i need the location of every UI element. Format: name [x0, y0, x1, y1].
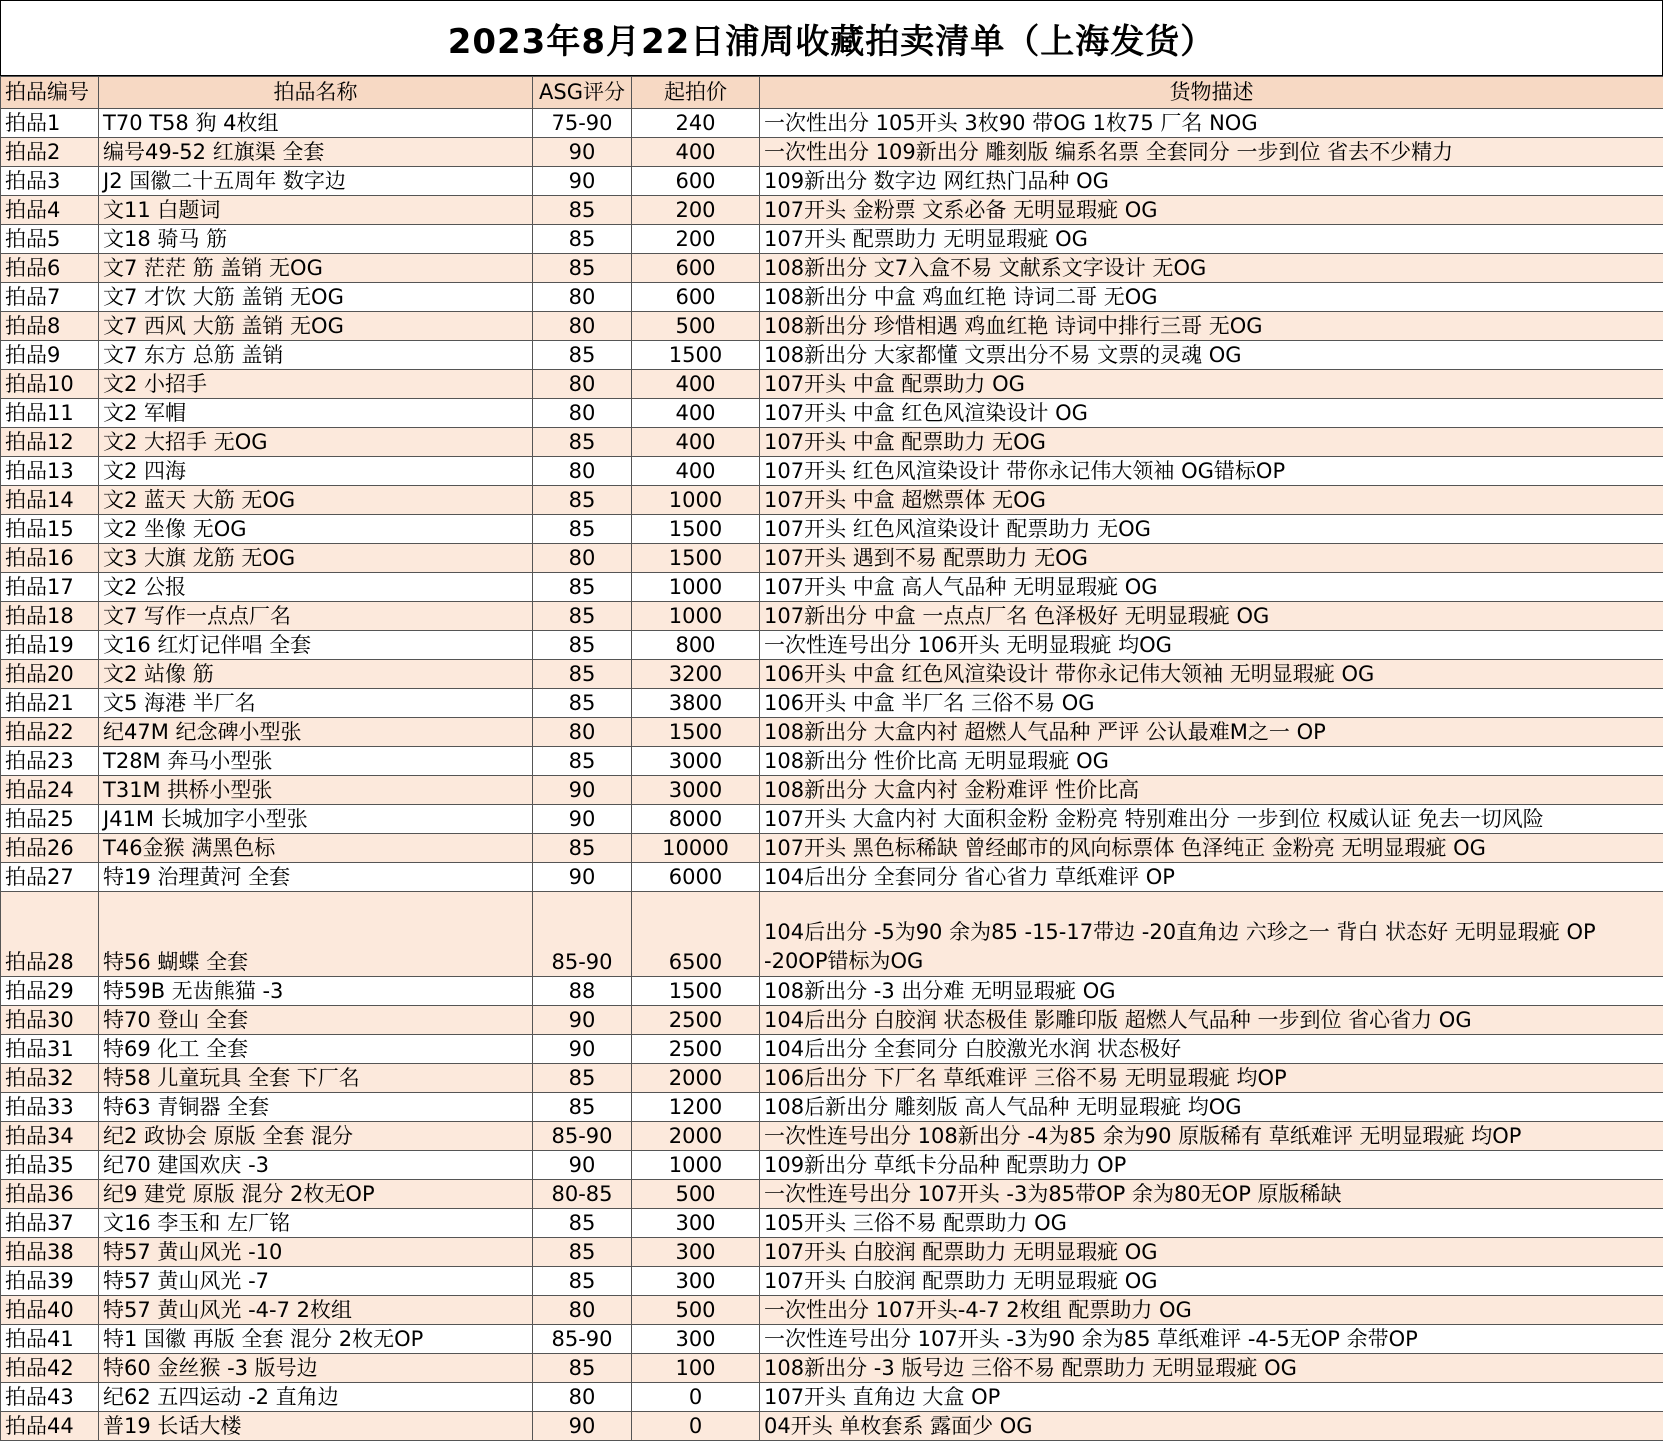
- cell-lot-name[interactable]: 特19 治理黄河 全套: [99, 863, 533, 892]
- cell-description[interactable]: 107开头 中盒 高人气品种 无明显瑕疵 OG: [760, 573, 1663, 602]
- cell-lot-number[interactable]: 拍品10: [1, 370, 99, 399]
- cell-lot-name[interactable]: 特1 国徽 再版 全套 混分 2枚无OP: [99, 1325, 533, 1354]
- cell-lot-name[interactable]: 特70 登山 全套: [99, 1006, 533, 1035]
- table-row: [1, 196, 1663, 225]
- table-row: [1, 1296, 1663, 1325]
- table-row: [1, 544, 1663, 573]
- cell-lot-name[interactable]: 文7 茫茫 筋 盖销 无OG: [99, 254, 533, 283]
- table-row: [1, 776, 1663, 805]
- cell-asg-score[interactable]: 85: [533, 341, 632, 370]
- table-row: [1, 1238, 1663, 1267]
- cell-start-price[interactable]: 240: [632, 109, 760, 138]
- table-row: [1, 283, 1663, 312]
- cell-lot-name[interactable]: 特63 青铜器 全套: [99, 1093, 533, 1122]
- cell-asg-score[interactable]: 80: [533, 544, 632, 573]
- cell-lot-name[interactable]: 纪70 建国欢庆 -3: [99, 1151, 533, 1180]
- cell-lot-number[interactable]: 拍品20: [1, 660, 99, 689]
- cell-start-price[interactable]: 400: [632, 138, 760, 167]
- table-row: [1, 428, 1663, 457]
- cell-lot-number[interactable]: 拍品34: [1, 1122, 99, 1151]
- table-row: [1, 805, 1663, 834]
- cell-start-price[interactable]: 600: [632, 167, 760, 196]
- cell-start-price[interactable]: 400: [632, 428, 760, 457]
- cell-lot-number[interactable]: 拍品29: [1, 977, 99, 1006]
- cell-lot-name[interactable]: J41M 长城加字小型张: [99, 805, 533, 834]
- cell-start-price[interactable]: 500: [632, 1296, 760, 1325]
- cell-lot-name[interactable]: 特59B 无齿熊猫 -3: [99, 977, 533, 1006]
- table-row: [1, 312, 1663, 341]
- cell-lot-name[interactable]: 文5 海港 半厂名: [99, 689, 533, 718]
- cell-start-price[interactable]: 400: [632, 370, 760, 399]
- cell-start-price[interactable]: 6000: [632, 863, 760, 892]
- cell-asg-score[interactable]: 85: [533, 834, 632, 863]
- table-row: [1, 1006, 1663, 1035]
- cell-description[interactable]: 108新出分 大盒内衬 金粉难评 性价比高: [760, 776, 1663, 805]
- cell-start-price[interactable]: 1000: [632, 486, 760, 515]
- cell-asg-score[interactable]: 75-90: [533, 109, 632, 138]
- cell-lot-number[interactable]: 拍品17: [1, 573, 99, 602]
- table-row: [1, 399, 1663, 428]
- table-row: [1, 602, 1663, 631]
- cell-lot-number[interactable]: 拍品23: [1, 747, 99, 776]
- cell-asg-score[interactable]: 90: [533, 167, 632, 196]
- cell-start-price[interactable]: 0: [632, 1412, 760, 1441]
- cell-description[interactable]: 104后出分 白胶润 状态极佳 影雕印版 超燃人气品种 一步到位 省心省力 OG: [760, 1006, 1663, 1035]
- cell-lot-name[interactable]: 特57 黄山风光 -7: [99, 1267, 533, 1296]
- cell-start-price[interactable]: 300: [632, 1209, 760, 1238]
- table-row: [1, 486, 1663, 515]
- cell-start-price[interactable]: 1500: [632, 718, 760, 747]
- cell-description[interactable]: 108新出分 大盒内衬 超燃人气品种 严评 公认最难M之一 OP: [760, 718, 1663, 747]
- cell-lot-name[interactable]: 文16 李玉和 左厂铭: [99, 1209, 533, 1238]
- cell-lot-number[interactable]: 拍品41: [1, 1325, 99, 1354]
- cell-start-price[interactable]: 300: [632, 1238, 760, 1267]
- cell-asg-score[interactable]: 90: [533, 1006, 632, 1035]
- table-row: [1, 138, 1663, 167]
- cell-description[interactable]: 107开头 中盒 超燃票体 无OG: [760, 486, 1663, 515]
- cell-description[interactable]: 109新出分 数字边 网红热门品种 OG: [760, 167, 1663, 196]
- table-row: [1, 370, 1663, 399]
- table-row: [1, 1035, 1663, 1064]
- cell-description[interactable]: 108新出分 大家都懂 文票出分不易 文票的灵魂 OG: [760, 341, 1663, 370]
- table-row: [1, 977, 1663, 1006]
- description-line: -20OP错标为OG: [764, 949, 924, 973]
- table-row: [1, 1093, 1663, 1122]
- cell-asg-score[interactable]: 80: [533, 370, 632, 399]
- cell-lot-number[interactable]: 拍品9: [1, 341, 99, 370]
- table-row: [1, 892, 1663, 977]
- cell-asg-score[interactable]: 85: [533, 602, 632, 631]
- cell-description[interactable]: 一次性出分 107开头-4-7 2枚组 配票助力 OG: [760, 1296, 1663, 1325]
- cell-lot-number[interactable]: 拍品22: [1, 718, 99, 747]
- description-line: 104后出分 -5为90 余为85 -15-17带边 -20直角边 六珍之一 背白 状态好 无明显瑕疵 OP: [764, 920, 1596, 944]
- table-row: [1, 834, 1663, 863]
- cell-start-price[interactable]: 3000: [632, 747, 760, 776]
- cell-asg-score[interactable]: 80-85: [533, 1180, 632, 1209]
- cell-lot-name[interactable]: 特69 化工 全套: [99, 1035, 533, 1064]
- table-row: [1, 1209, 1663, 1238]
- table-row: [1, 1151, 1663, 1180]
- cell-lot-number[interactable]: 拍品12: [1, 428, 99, 457]
- cell-asg-score[interactable]: 90: [533, 1151, 632, 1180]
- cell-lot-name[interactable]: 纪47M 纪念碑小型张: [99, 718, 533, 747]
- cell-description[interactable]: 106开头 中盒 红色风渲染设计 带你永记伟大领袖 无明显瑕疵 OG: [760, 660, 1663, 689]
- cell-start-price[interactable]: 500: [632, 312, 760, 341]
- header-start-price[interactable]: 起拍价: [632, 77, 760, 109]
- cell-lot-name[interactable]: 特57 黄山风光 -4-7 2枚组: [99, 1296, 533, 1325]
- table-row: [1, 225, 1663, 254]
- header-asg-score[interactable]: ASG评分: [533, 77, 632, 109]
- cell-lot-number[interactable]: 拍品26: [1, 834, 99, 863]
- cell-lot-name[interactable]: 纪2 政协会 原版 全套 混分: [99, 1122, 533, 1151]
- cell-asg-score[interactable]: 85: [533, 1238, 632, 1267]
- cell-lot-number[interactable]: 拍品3: [1, 167, 99, 196]
- cell-asg-score[interactable]: 85: [533, 225, 632, 254]
- table-row: [1, 863, 1663, 892]
- cell-start-price[interactable]: 2000: [632, 1064, 760, 1093]
- cell-description[interactable]: [760, 892, 1663, 977]
- cell-lot-number[interactable]: 拍品42: [1, 1354, 99, 1383]
- cell-asg-score[interactable]: 90: [533, 805, 632, 834]
- cell-lot-number[interactable]: 拍品2: [1, 138, 99, 167]
- cell-lot-name[interactable]: T70 T58 狗 4枚组: [99, 109, 533, 138]
- table-row: [1, 660, 1663, 689]
- cell-start-price[interactable]: 1000: [632, 573, 760, 602]
- cell-lot-name[interactable]: 文2 小招手: [99, 370, 533, 399]
- cell-lot-number[interactable]: 拍品14: [1, 486, 99, 515]
- cell-lot-number[interactable]: 拍品8: [1, 312, 99, 341]
- header-lot-number[interactable]: 拍品编号: [1, 77, 99, 109]
- header-lot-name[interactable]: 拍品名称: [99, 77, 533, 109]
- cell-asg-score[interactable]: 90: [533, 863, 632, 892]
- cell-lot-name[interactable]: 文18 骑马 筋: [99, 225, 533, 254]
- cell-asg-score[interactable]: 85: [533, 689, 632, 718]
- table-row: [1, 689, 1663, 718]
- cell-description[interactable]: 108后新出分 雕刻版 高人气品种 无明显瑕疵 均OG: [760, 1093, 1663, 1122]
- cell-description[interactable]: 04开头 单枚套系 露面少 OG: [760, 1412, 1663, 1441]
- cell-description[interactable]: 108新出分 -3 出分难 无明显瑕疵 OG: [760, 977, 1663, 1006]
- cell-lot-number[interactable]: 拍品31: [1, 1035, 99, 1064]
- cell-description[interactable]: 107开头 大盒内衬 大面积金粉 金粉亮 特别难出分 一步到位 权威认证 免去一切风险: [760, 805, 1663, 834]
- cell-asg-score[interactable]: 88: [533, 977, 632, 1006]
- cell-start-price[interactable]: 2500: [632, 1006, 760, 1035]
- cell-asg-score[interactable]: 85: [533, 428, 632, 457]
- cell-asg-score[interactable]: 85: [533, 515, 632, 544]
- cell-description[interactable]: 108新出分 -3 版号边 三俗不易 配票助力 无明显瑕疵 OG: [760, 1354, 1663, 1383]
- cell-description[interactable]: 107开头 红色风渲染设计 配票助力 无OG: [760, 515, 1663, 544]
- cell-lot-number[interactable]: 拍品25: [1, 805, 99, 834]
- table-row: [1, 1412, 1663, 1441]
- cell-lot-number[interactable]: 拍品36: [1, 1180, 99, 1209]
- cell-start-price[interactable]: 0: [632, 1383, 760, 1412]
- cell-asg-score[interactable]: 80: [533, 399, 632, 428]
- cell-lot-number[interactable]: 拍品5: [1, 225, 99, 254]
- table-row: [1, 1325, 1663, 1354]
- cell-start-price[interactable]: 2500: [632, 1035, 760, 1064]
- cell-lot-number[interactable]: 拍品13: [1, 457, 99, 486]
- cell-lot-number[interactable]: 拍品38: [1, 1238, 99, 1267]
- cell-description[interactable]: 一次性出分 105开头 3枚90 带OG 1枚75 厂名 NOG: [760, 109, 1663, 138]
- cell-asg-score[interactable]: 85: [533, 1093, 632, 1122]
- cell-asg-score[interactable]: 90: [533, 1035, 632, 1064]
- cell-lot-name[interactable]: 特57 黄山风光 -10: [99, 1238, 533, 1267]
- cell-lot-number[interactable]: 拍品27: [1, 863, 99, 892]
- cell-lot-number[interactable]: 拍品6: [1, 254, 99, 283]
- cell-lot-name[interactable]: 文7 才饮 大筋 盖销 无OG: [99, 283, 533, 312]
- cell-asg-score[interactable]: 80: [533, 1383, 632, 1412]
- cell-lot-name[interactable]: 编号49-52 红旗渠 全套: [99, 138, 533, 167]
- sheet-title: 2023年8月22日浦周收藏拍卖清单（上海发货）: [0, 0, 1663, 76]
- cell-description[interactable]: 108新出分 文7入盒不易 文献系文字设计 无OG: [760, 254, 1663, 283]
- cell-description[interactable]: 107开头 遇到不易 配票助力 无OG: [760, 544, 1663, 573]
- cell-lot-number[interactable]: 拍品44: [1, 1412, 99, 1441]
- cell-lot-name[interactable]: J2 国徽二十五周年 数字边: [99, 167, 533, 196]
- cell-description[interactable]: 104后出分 全套同分 省心省力 草纸难评 OP: [760, 863, 1663, 892]
- cell-lot-number[interactable]: 拍品7: [1, 283, 99, 312]
- cell-asg-score[interactable]: 85: [533, 1267, 632, 1296]
- table-row: [1, 573, 1663, 602]
- header-description[interactable]: 货物描述: [760, 77, 1663, 109]
- cell-description[interactable]: 105开头 三俗不易 配票助力 OG: [760, 1209, 1663, 1238]
- cell-asg-score[interactable]: 85-90: [533, 892, 632, 977]
- cell-start-price[interactable]: 1500: [632, 515, 760, 544]
- cell-lot-number[interactable]: 拍品1: [1, 109, 99, 138]
- table-row: [1, 341, 1663, 370]
- cell-asg-score[interactable]: 85: [533, 1354, 632, 1383]
- cell-lot-name[interactable]: 文7 西风 大筋 盖销 无OG: [99, 312, 533, 341]
- cell-start-price[interactable]: 100: [632, 1354, 760, 1383]
- cell-lot-number[interactable]: 拍品39: [1, 1267, 99, 1296]
- cell-asg-score[interactable]: 80: [533, 457, 632, 486]
- cell-start-price[interactable]: 1200: [632, 1093, 760, 1122]
- table-row: [1, 254, 1663, 283]
- cell-asg-score[interactable]: 85: [533, 660, 632, 689]
- table-row: [1, 457, 1663, 486]
- cell-start-price[interactable]: 2000: [632, 1122, 760, 1151]
- table-row: [1, 167, 1663, 196]
- cell-lot-number[interactable]: 拍品40: [1, 1296, 99, 1325]
- cell-start-price[interactable]: 1500: [632, 341, 760, 370]
- cell-start-price[interactable]: 8000: [632, 805, 760, 834]
- table-row: [1, 109, 1663, 138]
- cell-start-price[interactable]: 300: [632, 1267, 760, 1296]
- cell-start-price[interactable]: 200: [632, 225, 760, 254]
- cell-lot-number[interactable]: 拍品18: [1, 602, 99, 631]
- table-row: [1, 631, 1663, 660]
- cell-description[interactable]: 109新出分 草纸卡分品种 配票助力 OP: [760, 1151, 1663, 1180]
- cell-lot-name[interactable]: 纪9 建党 原版 混分 2枚无OP: [99, 1180, 533, 1209]
- cell-lot-name[interactable]: 文3 大旗 龙筋 无OG: [99, 544, 533, 573]
- cell-lot-number[interactable]: 拍品28: [1, 892, 99, 977]
- cell-lot-name[interactable]: T46金猴 满黑色标: [99, 834, 533, 863]
- cell-start-price[interactable]: 500: [632, 1180, 760, 1209]
- cell-lot-number[interactable]: 拍品15: [1, 515, 99, 544]
- cell-lot-name[interactable]: 文11 白题词: [99, 196, 533, 225]
- table-row: [1, 1267, 1663, 1296]
- cell-start-price[interactable]: 400: [632, 457, 760, 486]
- cell-start-price[interactable]: 800: [632, 631, 760, 660]
- auction-table: [0, 76, 1663, 1441]
- cell-asg-score[interactable]: 85-90: [533, 1325, 632, 1354]
- cell-asg-score[interactable]: 85: [533, 1064, 632, 1093]
- cell-description[interactable]: 一次性连号出分 107开头 -3为90 余为85 草纸难评 -4-5无OP 余带OP: [760, 1325, 1663, 1354]
- cell-lot-number[interactable]: 拍品4: [1, 196, 99, 225]
- cell-start-price[interactable]: 1500: [632, 977, 760, 1006]
- cell-asg-score[interactable]: 85: [533, 631, 632, 660]
- cell-asg-score[interactable]: 80: [533, 1296, 632, 1325]
- header-row: [1, 77, 1663, 109]
- cell-lot-number[interactable]: 拍品35: [1, 1151, 99, 1180]
- cell-start-price[interactable]: 400: [632, 399, 760, 428]
- cell-lot-number[interactable]: 拍品21: [1, 689, 99, 718]
- cell-lot-number[interactable]: 拍品37: [1, 1209, 99, 1238]
- table-row: [1, 718, 1663, 747]
- cell-description[interactable]: 107开头 配票助力 无明显瑕疵 OG: [760, 225, 1663, 254]
- cell-lot-name[interactable]: 文2 大招手 无OG: [99, 428, 533, 457]
- table-row: [1, 515, 1663, 544]
- cell-asg-score[interactable]: 85: [533, 486, 632, 515]
- cell-description[interactable]: 106开头 中盒 半厂名 三俗不易 OG: [760, 689, 1663, 718]
- cell-start-price[interactable]: 3800: [632, 689, 760, 718]
- cell-lot-number[interactable]: 拍品24: [1, 776, 99, 805]
- cell-asg-score[interactable]: 85: [533, 747, 632, 776]
- cell-start-price[interactable]: 6500: [632, 892, 760, 977]
- cell-lot-number[interactable]: 拍品43: [1, 1383, 99, 1412]
- cell-start-price[interactable]: 1500: [632, 544, 760, 573]
- cell-asg-score[interactable]: 80: [533, 283, 632, 312]
- table-row: [1, 747, 1663, 776]
- table-row: [1, 1122, 1663, 1151]
- cell-start-price[interactable]: 10000: [632, 834, 760, 863]
- cell-start-price[interactable]: 600: [632, 254, 760, 283]
- cell-start-price[interactable]: 200: [632, 196, 760, 225]
- cell-start-price[interactable]: 1000: [632, 1151, 760, 1180]
- cell-lot-name[interactable]: 普19 长话大楼: [99, 1412, 533, 1441]
- cell-description[interactable]: 107开头 白胶润 配票助力 无明显瑕疵 OG: [760, 1267, 1663, 1296]
- cell-asg-score[interactable]: 85: [533, 573, 632, 602]
- cell-lot-name[interactable]: 文2 四海: [99, 457, 533, 486]
- cell-asg-score[interactable]: 85: [533, 254, 632, 283]
- cell-asg-score[interactable]: 85: [533, 1209, 632, 1238]
- table-row: [1, 1180, 1663, 1209]
- cell-lot-name[interactable]: 文2 蓝天 大筋 无OG: [99, 486, 533, 515]
- cell-asg-score[interactable]: 85-90: [533, 1122, 632, 1151]
- cell-asg-score[interactable]: 85: [533, 196, 632, 225]
- cell-description[interactable]: 108新出分 珍惜相遇 鸡血红艳 诗词中排行三哥 无OG: [760, 312, 1663, 341]
- cell-asg-score[interactable]: 90: [533, 776, 632, 805]
- cell-description[interactable]: 107开头 直角边 大盒 OP: [760, 1383, 1663, 1412]
- cell-description[interactable]: 108新出分 性价比高 无明显瑕疵 OG: [760, 747, 1663, 776]
- cell-start-price[interactable]: 1000: [632, 602, 760, 631]
- cell-lot-name[interactable]: 文2 公报: [99, 573, 533, 602]
- cell-start-price[interactable]: 600: [632, 283, 760, 312]
- cell-description[interactable]: 一次性连号出分 106开头 无明显瑕疵 均OG: [760, 631, 1663, 660]
- cell-lot-name[interactable]: T31M 拱桥小型张: [99, 776, 533, 805]
- cell-lot-number[interactable]: 拍品32: [1, 1064, 99, 1093]
- cell-description[interactable]: 107开头 中盒 配票助力 OG: [760, 370, 1663, 399]
- cell-description[interactable]: 107开头 黑色标稀缺 曾经邮市的风向标票体 色泽纯正 金粉亮 无明显瑕疵 OG: [760, 834, 1663, 863]
- cell-description[interactable]: 104后出分 全套同分 白胶激光水润 状态极好: [760, 1035, 1663, 1064]
- cell-asg-score[interactable]: 90: [533, 138, 632, 167]
- cell-lot-number[interactable]: 拍品33: [1, 1093, 99, 1122]
- cell-asg-score[interactable]: 80: [533, 718, 632, 747]
- cell-lot-name[interactable]: 文7 写作一点点厂名: [99, 602, 533, 631]
- cell-asg-score[interactable]: 90: [533, 1412, 632, 1441]
- cell-lot-name[interactable]: 特60 金丝猴 -3 版号边: [99, 1354, 533, 1383]
- table-row: [1, 1383, 1663, 1412]
- cell-description[interactable]: 107开头 红色风渲染设计 带你永记伟大领袖 OG错标OP: [760, 457, 1663, 486]
- table-row: [1, 1354, 1663, 1383]
- cell-description[interactable]: 107开头 金粉票 文系必备 无明显瑕疵 OG: [760, 196, 1663, 225]
- cell-description[interactable]: 106后出分 下厂名 草纸难评 三俗不易 无明显瑕疵 均OP: [760, 1064, 1663, 1093]
- cell-lot-name[interactable]: 文2 军帽: [99, 399, 533, 428]
- cell-lot-name[interactable]: 文7 东方 总筋 盖销: [99, 341, 533, 370]
- cell-start-price[interactable]: 3200: [632, 660, 760, 689]
- cell-lot-name[interactable]: 文2 站像 筋: [99, 660, 533, 689]
- cell-lot-name[interactable]: 特56 蝴蝶 全套: [99, 892, 533, 977]
- cell-lot-name[interactable]: 文16 红灯记伴唱 全套: [99, 631, 533, 660]
- cell-description[interactable]: 107开头 中盒 配票助力 无OG: [760, 428, 1663, 457]
- cell-lot-number[interactable]: 拍品19: [1, 631, 99, 660]
- cell-lot-name[interactable]: 文2 坐像 无OG: [99, 515, 533, 544]
- cell-lot-name[interactable]: 特58 儿童玩具 全套 下厂名: [99, 1064, 533, 1093]
- cell-lot-number[interactable]: 拍品16: [1, 544, 99, 573]
- cell-lot-name[interactable]: T28M 奔马小型张: [99, 747, 533, 776]
- cell-start-price[interactable]: 300: [632, 1325, 760, 1354]
- cell-description[interactable]: 107开头 白胶润 配票助力 无明显瑕疵 OG: [760, 1238, 1663, 1267]
- cell-description[interactable]: 一次性出分 109新出分 雕刻版 编系名票 全套同分 一步到位 省去不少精力: [760, 138, 1663, 167]
- cell-asg-score[interactable]: 80: [533, 312, 632, 341]
- table-row: [1, 1064, 1663, 1093]
- cell-description[interactable]: 一次性连号出分 108新出分 -4为85 余为90 原版稀有 草纸难评 无明显瑕疵 均OP: [760, 1122, 1663, 1151]
- cell-description[interactable]: 107开头 中盒 红色风渲染设计 OG: [760, 399, 1663, 428]
- cell-description[interactable]: 108新出分 中盒 鸡血红艳 诗词二哥 无OG: [760, 283, 1663, 312]
- cell-description[interactable]: 107新出分 中盒 一点点厂名 色泽极好 无明显瑕疵 OG: [760, 602, 1663, 631]
- cell-lot-number[interactable]: 拍品30: [1, 1006, 99, 1035]
- cell-description[interactable]: 一次性连号出分 107开头 -3为85带OP 余为80无OP 原版稀缺: [760, 1180, 1663, 1209]
- cell-lot-number[interactable]: 拍品11: [1, 399, 99, 428]
- cell-lot-name[interactable]: 纪62 五四运动 -2 直角边: [99, 1383, 533, 1412]
- cell-start-price[interactable]: 3000: [632, 776, 760, 805]
